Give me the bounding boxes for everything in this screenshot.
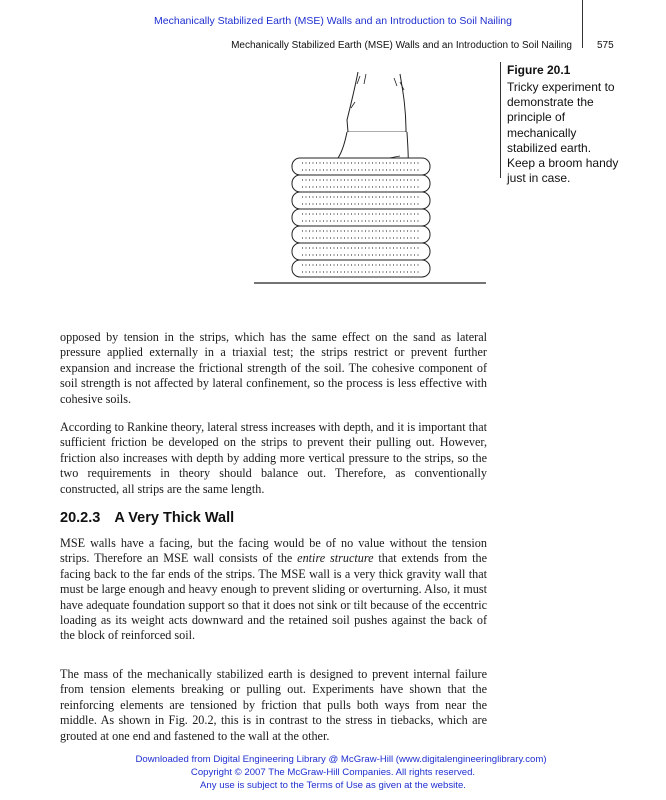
foot-on-stacked-sandbags-icon bbox=[254, 72, 486, 283]
para3-text-b: that extends from the facing back to the far ends of the strips. The MSE wall is a very thick gravity wall that must be large enough and heavy enough to prevent sliding or overturning. Also, it must have adequate foundation support so that it does not sink or tilt because of the eccentric loading as its weight acts downward and the retained soil pushes against the back of the block of reinforced soil. bbox=[60, 551, 487, 643]
paragraph-rankine-theory: According to Rankine theory, lateral stress increases with depth, and it is important that sufficient friction be developed on the strips to prevent their pulling out. However, friction also increases with depth by adding more vertical pressure to the strips, so the two requirements in theory should balance out. Therefore, as conventionally constructed, all strips are the same length. bbox=[60, 420, 487, 496]
top-book-title-link[interactable]: Mechanically Stabilized Earth (MSE) Walls and an Introduction to Soil Nailing bbox=[154, 15, 512, 27]
figure-illustration bbox=[250, 62, 490, 292]
header-divider bbox=[582, 0, 583, 48]
figure-caption: Tricky experiment to demonstrate the principle of mechanically stabilized earth. Keep a broom handy just in case. bbox=[507, 80, 619, 186]
footer-download-link[interactable]: Downloaded from Digital Engineering Library @ McGraw-Hill (www.digitalengineeringlibrary.com) bbox=[135, 754, 547, 765]
footer-copyright: Copyright © 2007 The McGraw-Hill Companies. All rights reserved. bbox=[190, 767, 476, 778]
paragraph-very-thick-wall bbox=[60, 536, 487, 644]
page-number: 575 bbox=[597, 40, 614, 51]
footer-terms-of-use[interactable]: Any use is subject to the Terms of Use as given at the website. bbox=[200, 780, 466, 791]
sandbag-stack bbox=[292, 158, 430, 277]
paragraph-internal-failure: The mass of the mechanically stabilized earth is designed to prevent internal failure from tension elements breaking or pulling out. Experiments have shown that the reinforcing elements are tensioned by friction that pulls both ways from near the middle. As shown in Fig. 20.2, this is in contrast to the stress in tiebacks, which are grouted at one end and fastened to the wall at the other. bbox=[60, 667, 487, 743]
section-title: A Very Thick Wall bbox=[114, 510, 235, 526]
section-number: 20.2.3 bbox=[60, 510, 101, 526]
running-head: Mechanically Stabilized Earth (MSE) Walls and an Introduction to Soil Nailing bbox=[231, 40, 572, 51]
para3-text-a: MSE walls have a facing, but the facing would be of no value without the tension strips. Therefore an MSE wall consists of the bbox=[60, 536, 487, 566]
figure-caption-rule bbox=[500, 62, 501, 178]
figure-label: Figure 20.1 bbox=[507, 63, 571, 77]
section-heading bbox=[60, 510, 234, 526]
paragraph-tension-strips: opposed by tension in the strips, which has the same effect on the sand as lateral pressure applied externally in a triaxial test; the strips restrict or prevent further expansion and increase the frictional strength of the soil. The cohesive component of soil strength is not affected by lateral confinement, so the process is less effective with cohesive soils. bbox=[60, 330, 487, 406]
para3-italic: entire structure bbox=[297, 551, 374, 566]
